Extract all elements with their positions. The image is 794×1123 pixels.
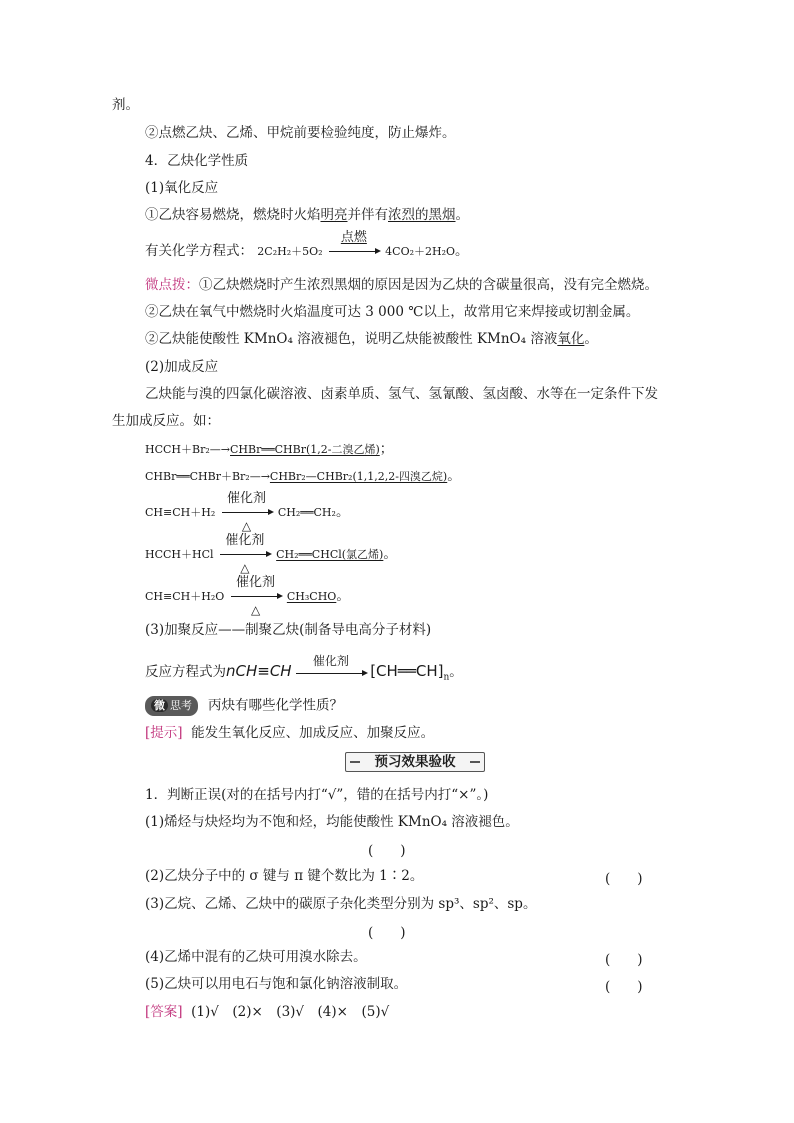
tip-line	[145, 276, 658, 294]
text: 反应方程式为	[145, 664, 226, 680]
chemical-equation	[145, 490, 350, 533]
reactant	[226, 662, 292, 680]
think-badge-label: 思考	[170, 699, 192, 712]
arrow-icon	[329, 251, 379, 252]
think-badge-icon: 微	[151, 699, 168, 712]
products: CH₂══CHCl(氯乙烯)	[276, 548, 384, 561]
text-line: 乙炔能与溴的四氯化碳溶液、卤素单质、氢气、氢氰酸、氢卤酸、水等在一定条件下发	[145, 386, 658, 402]
reaction-condition: 催化剂	[236, 574, 276, 590]
reaction-condition: 催化剂	[312, 653, 349, 668]
chemical-equation	[145, 229, 469, 261]
chemical-equation	[145, 532, 397, 575]
heat-symbol: △	[240, 560, 250, 575]
text: 。	[335, 504, 350, 520]
reaction-arrow	[222, 490, 272, 533]
text: ①乙炔燃烧时产生浓烈黑烟的原因是因为乙炔的含碳量很高，没有完全燃烧。	[199, 277, 658, 293]
chemical-equation	[145, 574, 350, 617]
section-banner: 预习效果验收	[345, 752, 485, 772]
answer-underline: 氧化	[557, 331, 585, 347]
question-heading: 1．判断正误(对的在括号内打“√”，错的在括号内打“×”。)	[145, 787, 489, 803]
answer-underline: 浓烈的黑烟	[388, 207, 456, 223]
answer-blank: ( )	[605, 952, 643, 968]
arrow-icon	[231, 596, 281, 597]
reactants: CHBr══CHBr＋Br₂—→	[145, 470, 270, 483]
subsection-heading: (1)氧化反应	[145, 180, 219, 196]
text: ①乙炔容易燃烧，燃烧时火焰	[145, 207, 321, 223]
reaction-condition: 催化剂	[225, 532, 265, 548]
reactants: HCCH＋Br₂—→	[145, 443, 230, 456]
think-badge	[145, 696, 198, 716]
products: 4CO₂＋2H₂O	[385, 245, 456, 258]
polymerization-equation	[145, 653, 463, 687]
polymer-product: [CH══CH]	[370, 662, 444, 680]
text-line: ②点燃乙炔、乙烯、甲烷前要检验纯度，防止爆炸。	[145, 125, 456, 141]
arrow-icon	[220, 554, 270, 555]
formula: nCH≡CH	[226, 662, 292, 680]
answer-underline: 明亮	[320, 207, 348, 223]
text: 能发生氧化反应、加成反应、加聚反应。	[191, 725, 435, 741]
products: CH₂══CH₂	[277, 506, 336, 519]
text-line: 生加成反应。如：	[112, 413, 220, 429]
reactants: CH≡CH＋H₂O	[145, 590, 225, 603]
answer-blank: ( )	[605, 871, 643, 887]
text-line: 剂。	[112, 97, 139, 113]
text: 丙炔有哪些化学性质？	[208, 697, 343, 714]
reaction-arrow	[296, 653, 366, 682]
reaction-arrow	[329, 229, 379, 261]
text: 并伴有	[347, 207, 388, 223]
hint-label: [提示]	[145, 725, 183, 741]
section-heading: 4．乙炔化学性质	[145, 153, 249, 169]
answer-line	[145, 1003, 389, 1021]
text: 。	[447, 468, 461, 484]
text: 。	[336, 588, 350, 604]
text: 。	[383, 546, 397, 562]
heat-symbol: △	[241, 518, 252, 533]
question-item: (3)乙烷、乙烯、乙炔中的碳原子杂化类型分别为 sp³、sp²、sp。	[145, 896, 537, 912]
text: 。	[455, 207, 469, 223]
answer-blank: ( )	[368, 925, 406, 941]
text-line	[145, 206, 469, 224]
products: CHBr₂—CHBr₂(1,1,2,2-四溴乙烷)	[269, 470, 448, 483]
question-item: (5)乙炔可以用电石与饱和氯化钠溶液制取。	[145, 976, 408, 992]
reactants: 2C₂H₂＋5O₂	[257, 245, 323, 258]
think-question	[145, 696, 343, 716]
text-line	[145, 330, 598, 348]
arrow-icon	[296, 673, 366, 674]
chemical-equation	[145, 467, 461, 486]
subscript-n: n	[443, 672, 450, 683]
text: ；	[379, 441, 394, 457]
products: CHBr══CHBr(1,2-二溴乙烯)	[230, 443, 380, 456]
subsection-heading: (2)加成反应	[145, 359, 219, 375]
chemical-equation	[145, 440, 393, 459]
text: 有关化学方程式：	[145, 243, 253, 259]
text: 。	[455, 243, 469, 259]
tip-label: 微点拨：	[145, 277, 199, 293]
hint-line	[145, 724, 434, 742]
answer-blank: ( )	[605, 979, 643, 995]
reactants: HCCH＋HCl	[145, 548, 214, 561]
reactants: CH≡CH＋H₂	[145, 506, 216, 519]
answer-values: (1)√ (2)× (3)√ (4)× (5)√	[191, 1004, 390, 1020]
question-item: (2)乙炔分子中的 σ 键与 π 键个数比为 1∶2。	[145, 868, 424, 884]
question-item: (4)乙烯中混有的乙炔可用溴水除去。	[145, 949, 367, 965]
reaction-condition: 催化剂	[227, 490, 267, 506]
text: 。	[449, 664, 463, 680]
question-item: (1)烯烃与炔烃均为不饱和烃，均能使酸性 KMnO₄ 溶液褪色。	[145, 814, 519, 830]
products: CH₃CHO	[286, 590, 337, 603]
subsection-heading: (3)加聚反应——制聚乙炔(制备导电高分子材料)	[145, 622, 432, 638]
arrow-icon	[222, 512, 272, 513]
text: 。	[584, 331, 598, 347]
heat-symbol: △	[250, 602, 261, 617]
answer-label: [答案]	[145, 1004, 183, 1020]
text-line: ②乙炔在氧气中燃烧时火焰温度可达 3 000 ℃以上，故常用它来焊接或切割金属。	[145, 304, 640, 320]
reaction-arrow	[231, 574, 281, 617]
text: ②乙炔能使酸性 KMnO₄ 溶液褪色，说明乙炔能被酸性 KMnO₄ 溶液	[145, 331, 558, 347]
reaction-arrow	[220, 532, 270, 575]
reaction-condition: 点燃	[340, 229, 367, 245]
answer-blank: ( )	[368, 843, 406, 859]
